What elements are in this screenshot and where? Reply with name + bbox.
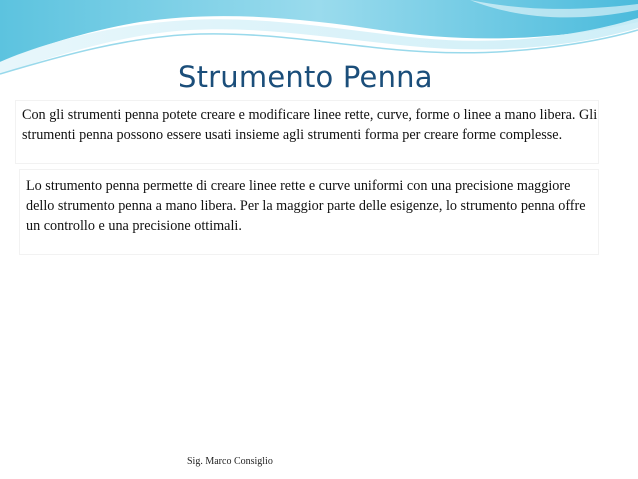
paragraph-block-1: Con gli strumenti penna potete creare e modificare linee rette, curve, forme o linee a mano libera. Gli strumenti penna possono essere usati insieme agli strumenti forma per creare forme complesse. xyxy=(16,101,598,163)
slide-title: Strumento Penna xyxy=(178,60,433,94)
paragraph-block-2: Lo strumento penna permette di creare linee rette e curve uniformi con una precisione maggiore dello strumento penna a mano libera. Per la maggior parte delle esigenze, lo strumento penna offre un controllo e una precisione ottimali. xyxy=(20,170,598,254)
footer-author: Sig. Marco Consiglio xyxy=(187,456,273,467)
